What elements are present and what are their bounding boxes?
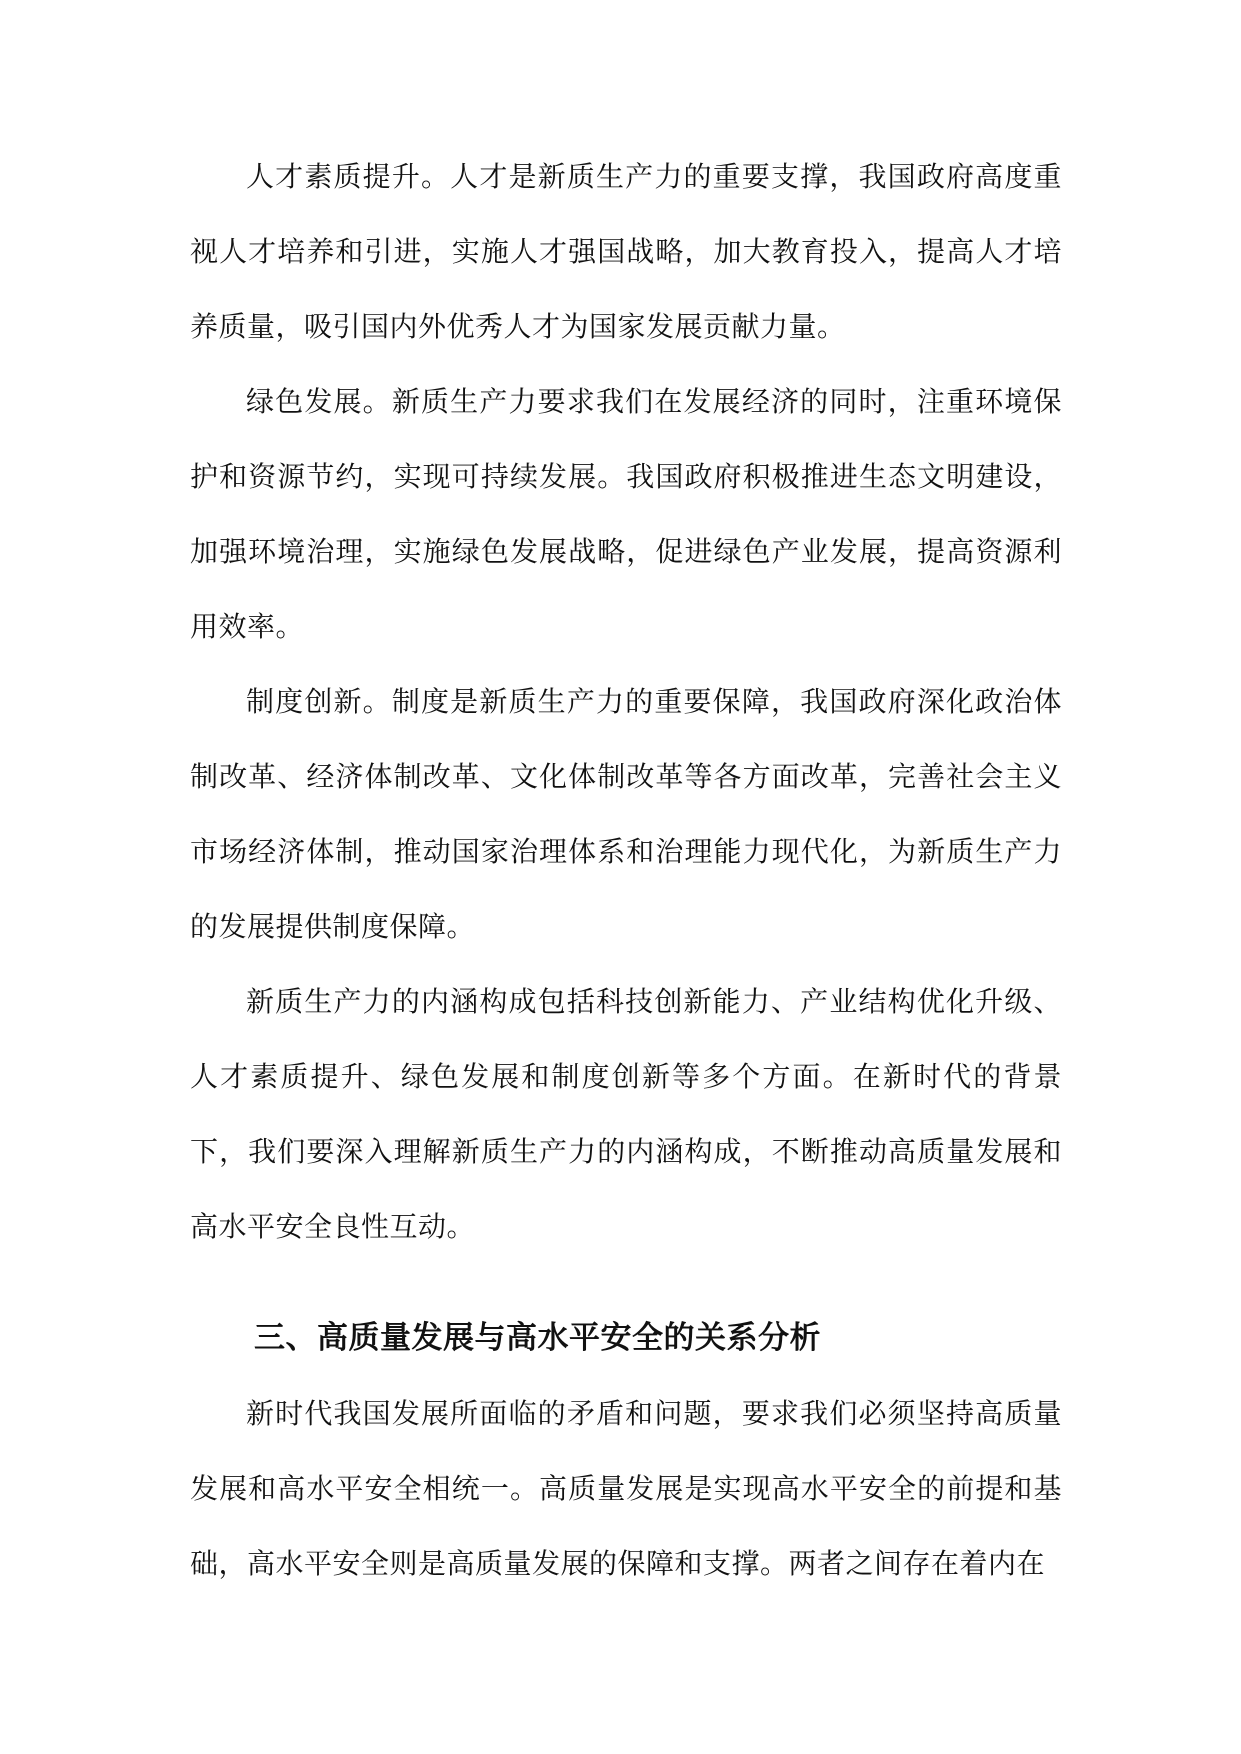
paragraph-institutional-innovation: 制度创新。制度是新质生产力的重要保障，我国政府深化政治体制改革、经济体制改革、文化体制改革等各方面改革，完善社会主义市场经济体制，推动国家治理体系和治理能力现代化，为新质生产力的发展提供制度保障。 xyxy=(190,685,1062,943)
paragraph-green-development: 绿色发展。新质生产力要求我们在发展经济的同时，注重环境保护和资源节约，实现可持续发展。我国政府积极推进生态文明建设，加强环境治理，实施绿色发展战略，促进绿色产业发展，提高资源利用效率。 xyxy=(190,385,1062,643)
paragraph-talent: 人才素质提升。人才是新质生产力的重要支撑，我国政府高度重视人才培养和引进，实施人才强国战略，加大教育投入，提高人才培养质量，吸引国内外优秀人才为国家发展贡献力量。 xyxy=(190,160,1062,343)
section-heading: 三、高质量发展与高水平安全的关系分析 xyxy=(254,1320,821,1356)
document-body xyxy=(190,139,1062,1601)
paragraph-summary: 新质生产力的内涵构成包括科技创新能力、产业结构优化升级、人才素质提升、绿色发展和制度创新等多个方面。在新时代的背景下，我们要深入理解新质生产力的内涵构成，不断推动高质量发展和高水平安全良性互动。 xyxy=(190,985,1062,1243)
paragraph-relationship: 新时代我国发展所面临的矛盾和问题，要求我们必须坚持高质量发展和高水平安全相统一。高质量发展是实现高水平安全的前提和基础，高水平安全则是高质量发展的保障和支撑。两者之间存在着内在 xyxy=(190,1397,1062,1580)
